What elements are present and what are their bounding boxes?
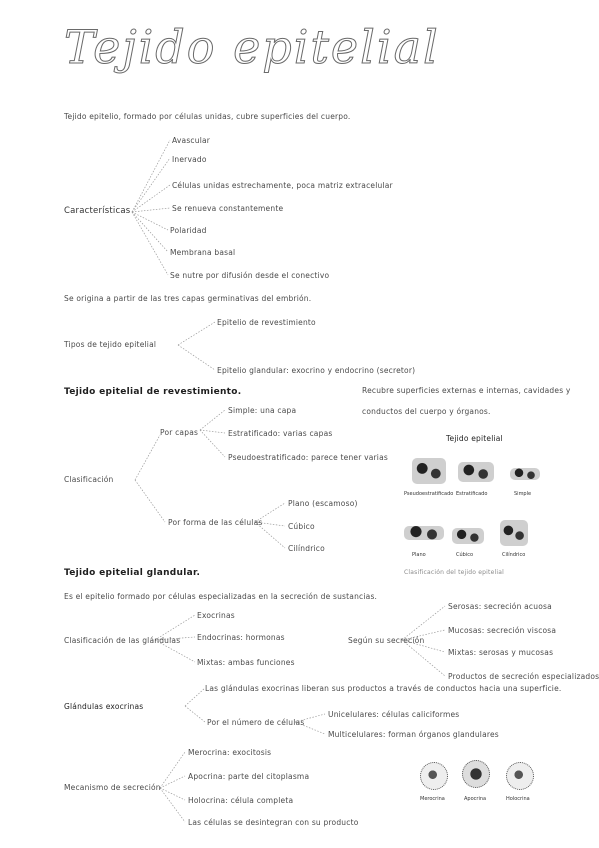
gland-classification-label: Clasificación de las glándulas — [64, 636, 181, 645]
squamous-illustration — [404, 526, 444, 540]
characteristic-item: Polaridad — [170, 226, 207, 235]
secretion-item: Mixtas: ambas funciones — [197, 658, 295, 667]
cuboidal-illustration — [452, 528, 484, 544]
pseudostratified-illustration — [412, 458, 446, 484]
mechanism-item: Apocrina: parte del citoplasma — [188, 772, 310, 781]
columnar-illustration — [500, 520, 528, 546]
characteristics-label: Características — [64, 206, 131, 216]
stratified-illustration — [458, 462, 494, 482]
secretion-item: Endocrinas: hormonas — [197, 633, 285, 642]
figure-label: Pseudoestratificado — [404, 491, 454, 497]
mechanism-item: Merocrina: exocitosis — [188, 748, 272, 757]
lining-note: conductos del cuerpo y órganos. — [362, 407, 491, 416]
mechanism-item: Las células se desintegran con su producto — [188, 818, 359, 827]
product-item: Mixtas: serosas y mucosas — [448, 648, 554, 657]
figure-label: Plano — [412, 552, 426, 558]
characteristic-item: Células unidas estrechamente, poca matriz extracelular — [172, 181, 393, 190]
type-item: Epitelio glandular: exocrino y endocrino (secretor) — [217, 366, 416, 375]
characteristic-item: Se renueva constantemente — [172, 204, 284, 213]
figure-label: Simple — [514, 491, 532, 497]
gland-figure-label: Apocrina — [464, 796, 487, 802]
figure-title: Tejido epitelial — [446, 434, 503, 443]
mechanism-label: Mecanismo de secreción — [64, 783, 161, 792]
by-product-label: Según su secreción — [348, 636, 425, 645]
holocrine-illustration — [506, 762, 534, 790]
layer-item: Pseudoestratificado: parece tener varias — [228, 453, 388, 462]
cell-number-label: Por el número de células — [207, 718, 305, 727]
figure-label: Cúbico — [456, 552, 474, 558]
layer-item: Simple: una capa — [228, 406, 297, 415]
mechanism-item: Holocrina: célula completa — [188, 796, 294, 805]
lining-classification-label: Clasificación — [64, 475, 114, 484]
glandular-definition: Es el epitelio formado por células especializadas en la secreción de sustancias. — [64, 592, 378, 601]
shape-item: Cilíndrico — [288, 544, 325, 553]
by-layers-label: Por capas — [160, 428, 199, 437]
lining-heading: Tejido epitelial de revestimiento. — [64, 387, 242, 397]
glandular-heading: Tejido epitelial glandular. — [64, 568, 201, 578]
exocrine-line: Las glándulas exocrinas liberan sus productos a través de conductos hacia una superficie. — [205, 684, 562, 693]
exocrine-label: Glándulas exocrinas — [64, 702, 144, 711]
secretion-item: Exocrinas — [197, 611, 235, 620]
merocrine-illustration — [420, 762, 448, 790]
types-label: Tipos de tejido epitelial — [64, 340, 157, 349]
characteristic-item: Se nutre por difusión desde el conectivo — [170, 271, 330, 280]
type-item: Epitelio de revestimiento — [217, 318, 316, 327]
by-shape-label: Por forma de las células — [168, 518, 263, 527]
characteristic-item: Membrana basal — [170, 248, 236, 257]
gland-figure-label: Merocrina — [420, 796, 445, 802]
cell-number-item: Multicelulares: forman órganos glandulares — [328, 730, 499, 739]
simple-illustration — [510, 468, 540, 480]
definition-text: Tejido epitelio, formado por células unidas, cubre superficies del cuerpo. — [64, 112, 351, 121]
characteristic-item: Inervado — [172, 155, 207, 164]
cell-number-item: Unicelulares: células caliciformes — [328, 710, 460, 719]
apocrine-illustration — [462, 760, 490, 788]
product-item: Productos de secreción especializados — [448, 672, 599, 681]
origin-text: Se origina a partir de las tres capas germinativas del embrión. — [64, 294, 312, 303]
product-item: Serosas: secreción acuosa — [448, 602, 552, 611]
product-item: Mucosas: secreción viscosa — [448, 626, 557, 635]
shape-item: Plano (escamoso) — [288, 499, 358, 508]
figure-label: Cilíndrico — [502, 552, 526, 558]
characteristic-item: Avascular — [172, 136, 211, 145]
figure-label: Estratificado — [456, 491, 488, 497]
figure-caption: Clasificación del tejido epitelial — [404, 569, 504, 576]
gland-figure-label: Holocrina — [506, 796, 530, 802]
lining-note: Recubre superficies externas e internas, cavidades y — [362, 386, 571, 395]
shape-item: Cúbico — [288, 522, 315, 531]
layer-item: Estratificado: varias capas — [228, 429, 333, 438]
page-title: Tejido epitelial — [64, 20, 440, 74]
